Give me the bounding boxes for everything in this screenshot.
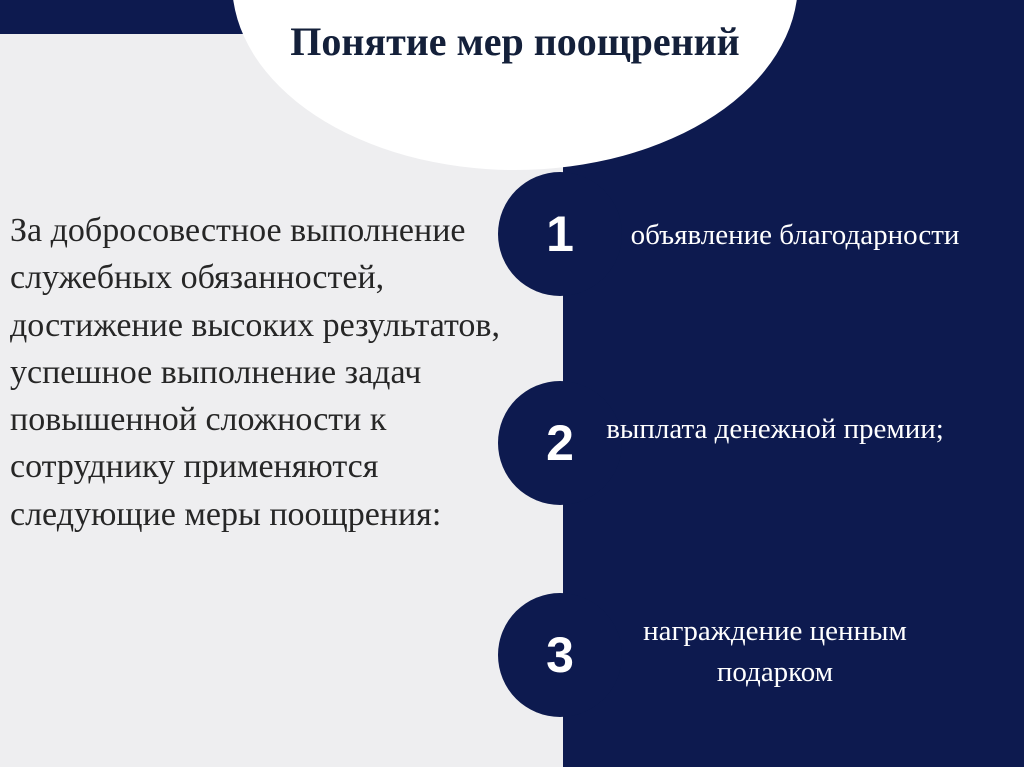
reward-item-1-text: объявление благодарности bbox=[630, 219, 960, 251]
number-label-3: 3 bbox=[546, 627, 574, 683]
number-label-1: 1 bbox=[546, 206, 574, 262]
body-paragraph: За добросовестное выполнение служебных обязанностей, достижение высоких результатов, успешное выполнение задач повышенной сложности к сотруднику применяются следующие меры поощрения: bbox=[10, 212, 500, 533]
reward-item-3-text: награждение ценным подарком bbox=[643, 615, 907, 688]
number-label-2: 2 bbox=[546, 415, 574, 471]
reward-item-2-text: выплата денежной премии; bbox=[606, 413, 944, 445]
slide-title: Понятие мер поощрений bbox=[290, 19, 740, 64]
